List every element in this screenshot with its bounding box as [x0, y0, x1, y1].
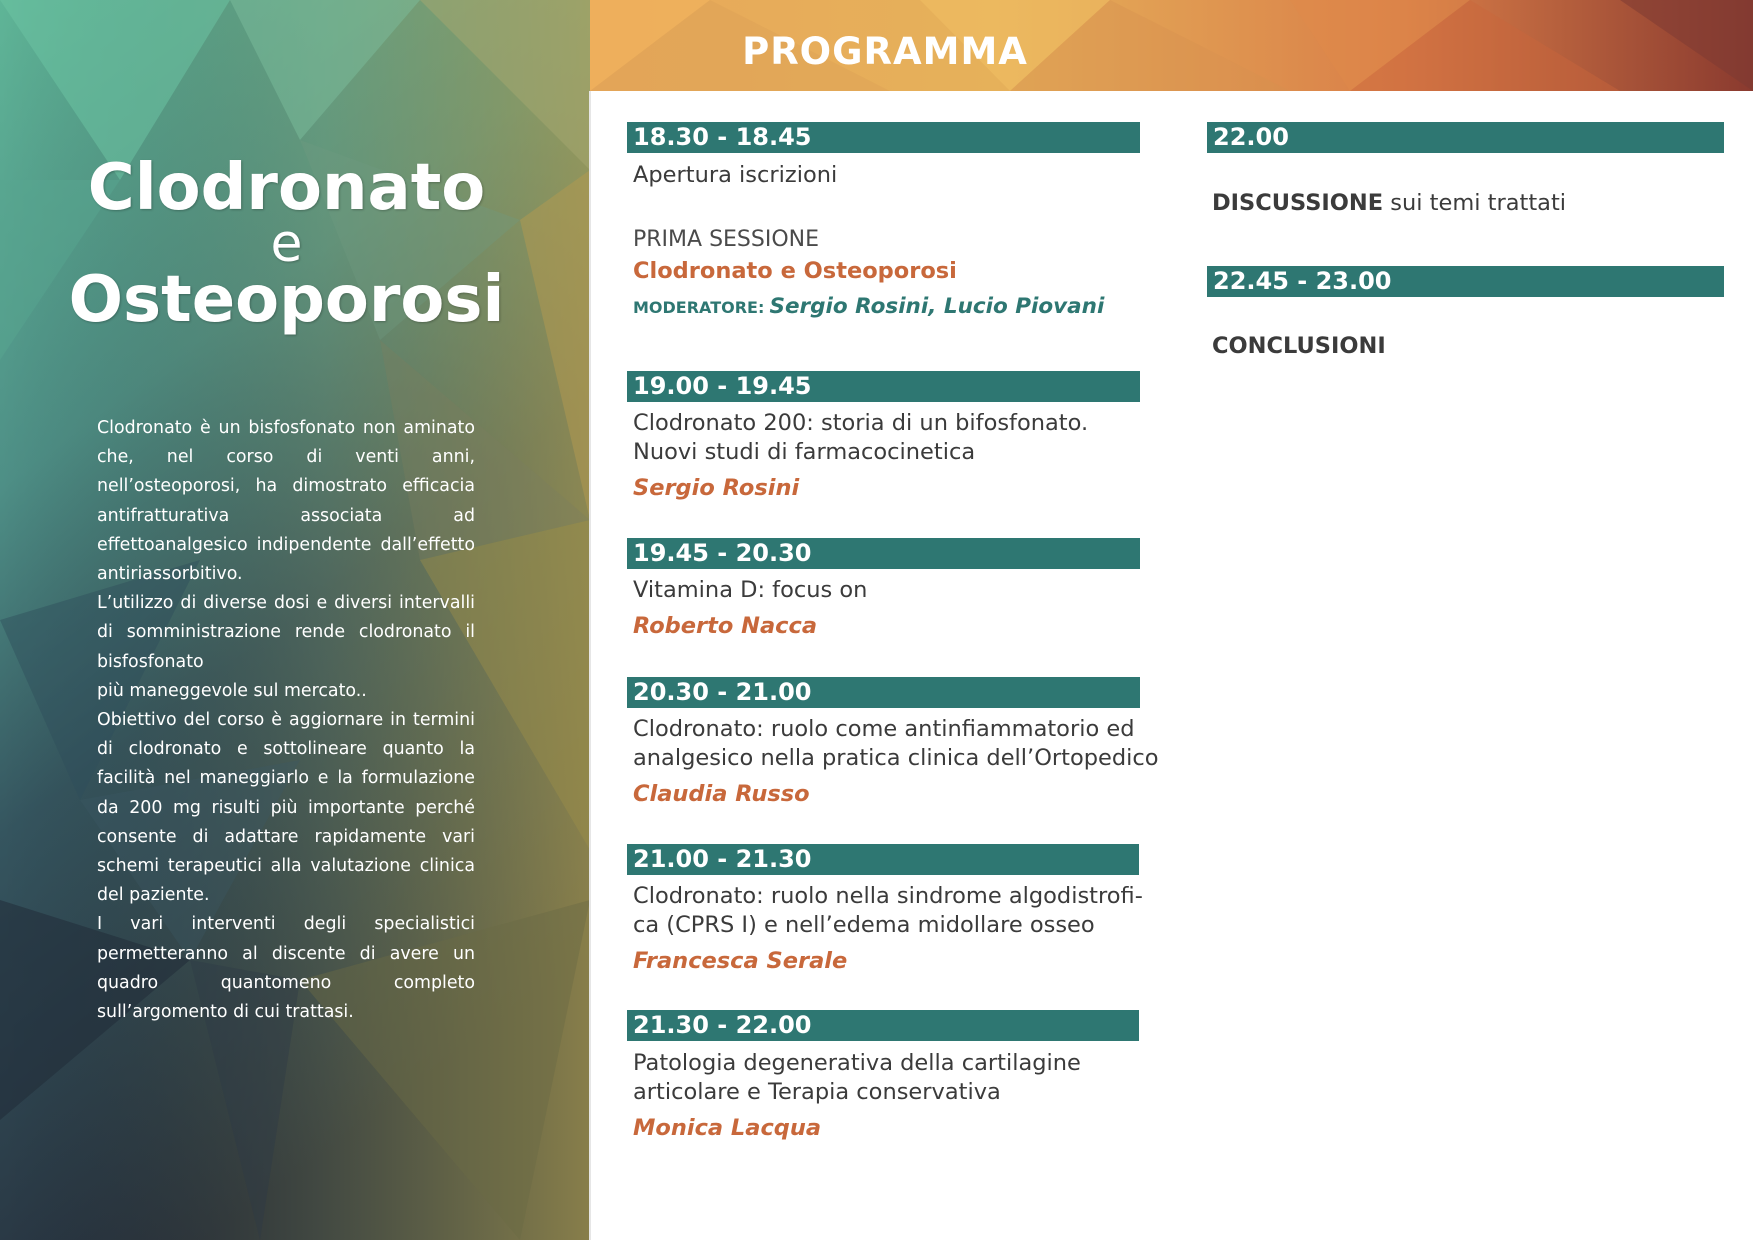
topic-line: Clodronato: ruolo nella sindrome algodistrofi- — [633, 883, 1143, 909]
event-title-line2: e — [270, 214, 303, 274]
intro-paragraph: I vari interventi degli specialistici permetteranno al discente di avere un quadro quantomeno completo sull’argomento di cui trattasi. — [97, 914, 475, 1023]
topic-bold: CONCLUSIONI — [1212, 333, 1386, 359]
time-bar: 18.30 - 18.45 — [627, 122, 1140, 153]
moderator-label: MODERATORE: — [633, 298, 765, 317]
time-bar: 21.00 - 21.30 — [627, 844, 1139, 875]
topic-line: articolare e Terapia conservativa — [633, 1079, 1001, 1105]
topic-line: Clodronato: ruolo come antinfiammatorio ed — [633, 716, 1135, 742]
topic — [1212, 189, 1712, 218]
time-bar: 21.30 - 22.00 — [627, 1010, 1139, 1041]
topic-line: Patologia degenerativa della cartilagine — [633, 1050, 1081, 1076]
time-bar: 19.45 - 20.30 — [627, 538, 1140, 569]
time-bar: 22.45 - 23.00 — [1207, 266, 1724, 297]
topic-rest: sui temi trattati — [1383, 190, 1567, 216]
topic-line: Vitamina D: focus on — [633, 577, 868, 603]
time-bar: 20.30 - 21.00 — [627, 677, 1140, 708]
speaker-name: Francesca Serale — [633, 948, 848, 974]
left-panel — [0, 0, 590, 1240]
event-title-line1: Clodronato — [87, 151, 486, 225]
topic — [1212, 332, 1712, 361]
intro-paragraph: Clodronato è un bisfosfonato non aminato che, nel corso di venti anni, nell’osteoporosi, ha dimostrato efficacia antifratturativa associata ad effettoanalgesico indipendente dall’effetto antiriassorbitivo. — [97, 418, 475, 585]
moderator-line — [633, 294, 1104, 319]
intro-paragraph: L’utilizzo di diverse dosi e diversi intervalli di somministrazione rende clodronato il bisfosfonato — [97, 593, 475, 672]
program-heading: PROGRAMMA — [742, 30, 1028, 73]
topic-line: Nuovi studi di farmacocinetica — [633, 439, 976, 465]
time-bar: 19.00 - 19.45 — [627, 371, 1140, 402]
speaker-name: Roberto Nacca — [633, 613, 818, 639]
event-title-line3: Osteoporosi — [68, 263, 505, 337]
intro-text — [97, 414, 475, 1027]
speaker-name: Claudia Russo — [633, 781, 810, 807]
topic-line: analgesico nella pratica clinica dell’Ortopedico — [633, 745, 1159, 771]
intro-paragraph: più maneggevole sul mercato.. — [97, 680, 367, 701]
column-divider — [589, 91, 591, 1240]
session-label: PRIMA SESSIONE — [633, 227, 820, 252]
topic-bold: DISCUSSIONE — [1212, 190, 1384, 216]
moderator-names: Sergio Rosini, Lucio Piovani — [769, 294, 1105, 319]
event-title — [0, 152, 573, 336]
topic-line: ca (CPRS I) e nell’edema midollare osseo — [633, 912, 1095, 938]
session-title: Clodronato e Osteoporosi — [633, 258, 957, 284]
time-bar: 22.00 — [1207, 122, 1724, 153]
topic-line: Clodronato 200: storia di un bifosfonato. — [633, 410, 1089, 436]
speaker-name: Sergio Rosini — [633, 475, 800, 501]
topic: Apertura iscrizioni — [633, 162, 838, 188]
speaker-name: Monica Lacqua — [633, 1115, 822, 1141]
intro-paragraph: Obiettivo del corso è aggiornare in termini di clodronato e sottolineare quanto la facilità nel maneggiarlo e la formulazione da 200 mg risulti più importante perché consente di adattare rapidamente vari schemi terapeutici alla valutazione clinica del paziente. — [97, 710, 475, 906]
